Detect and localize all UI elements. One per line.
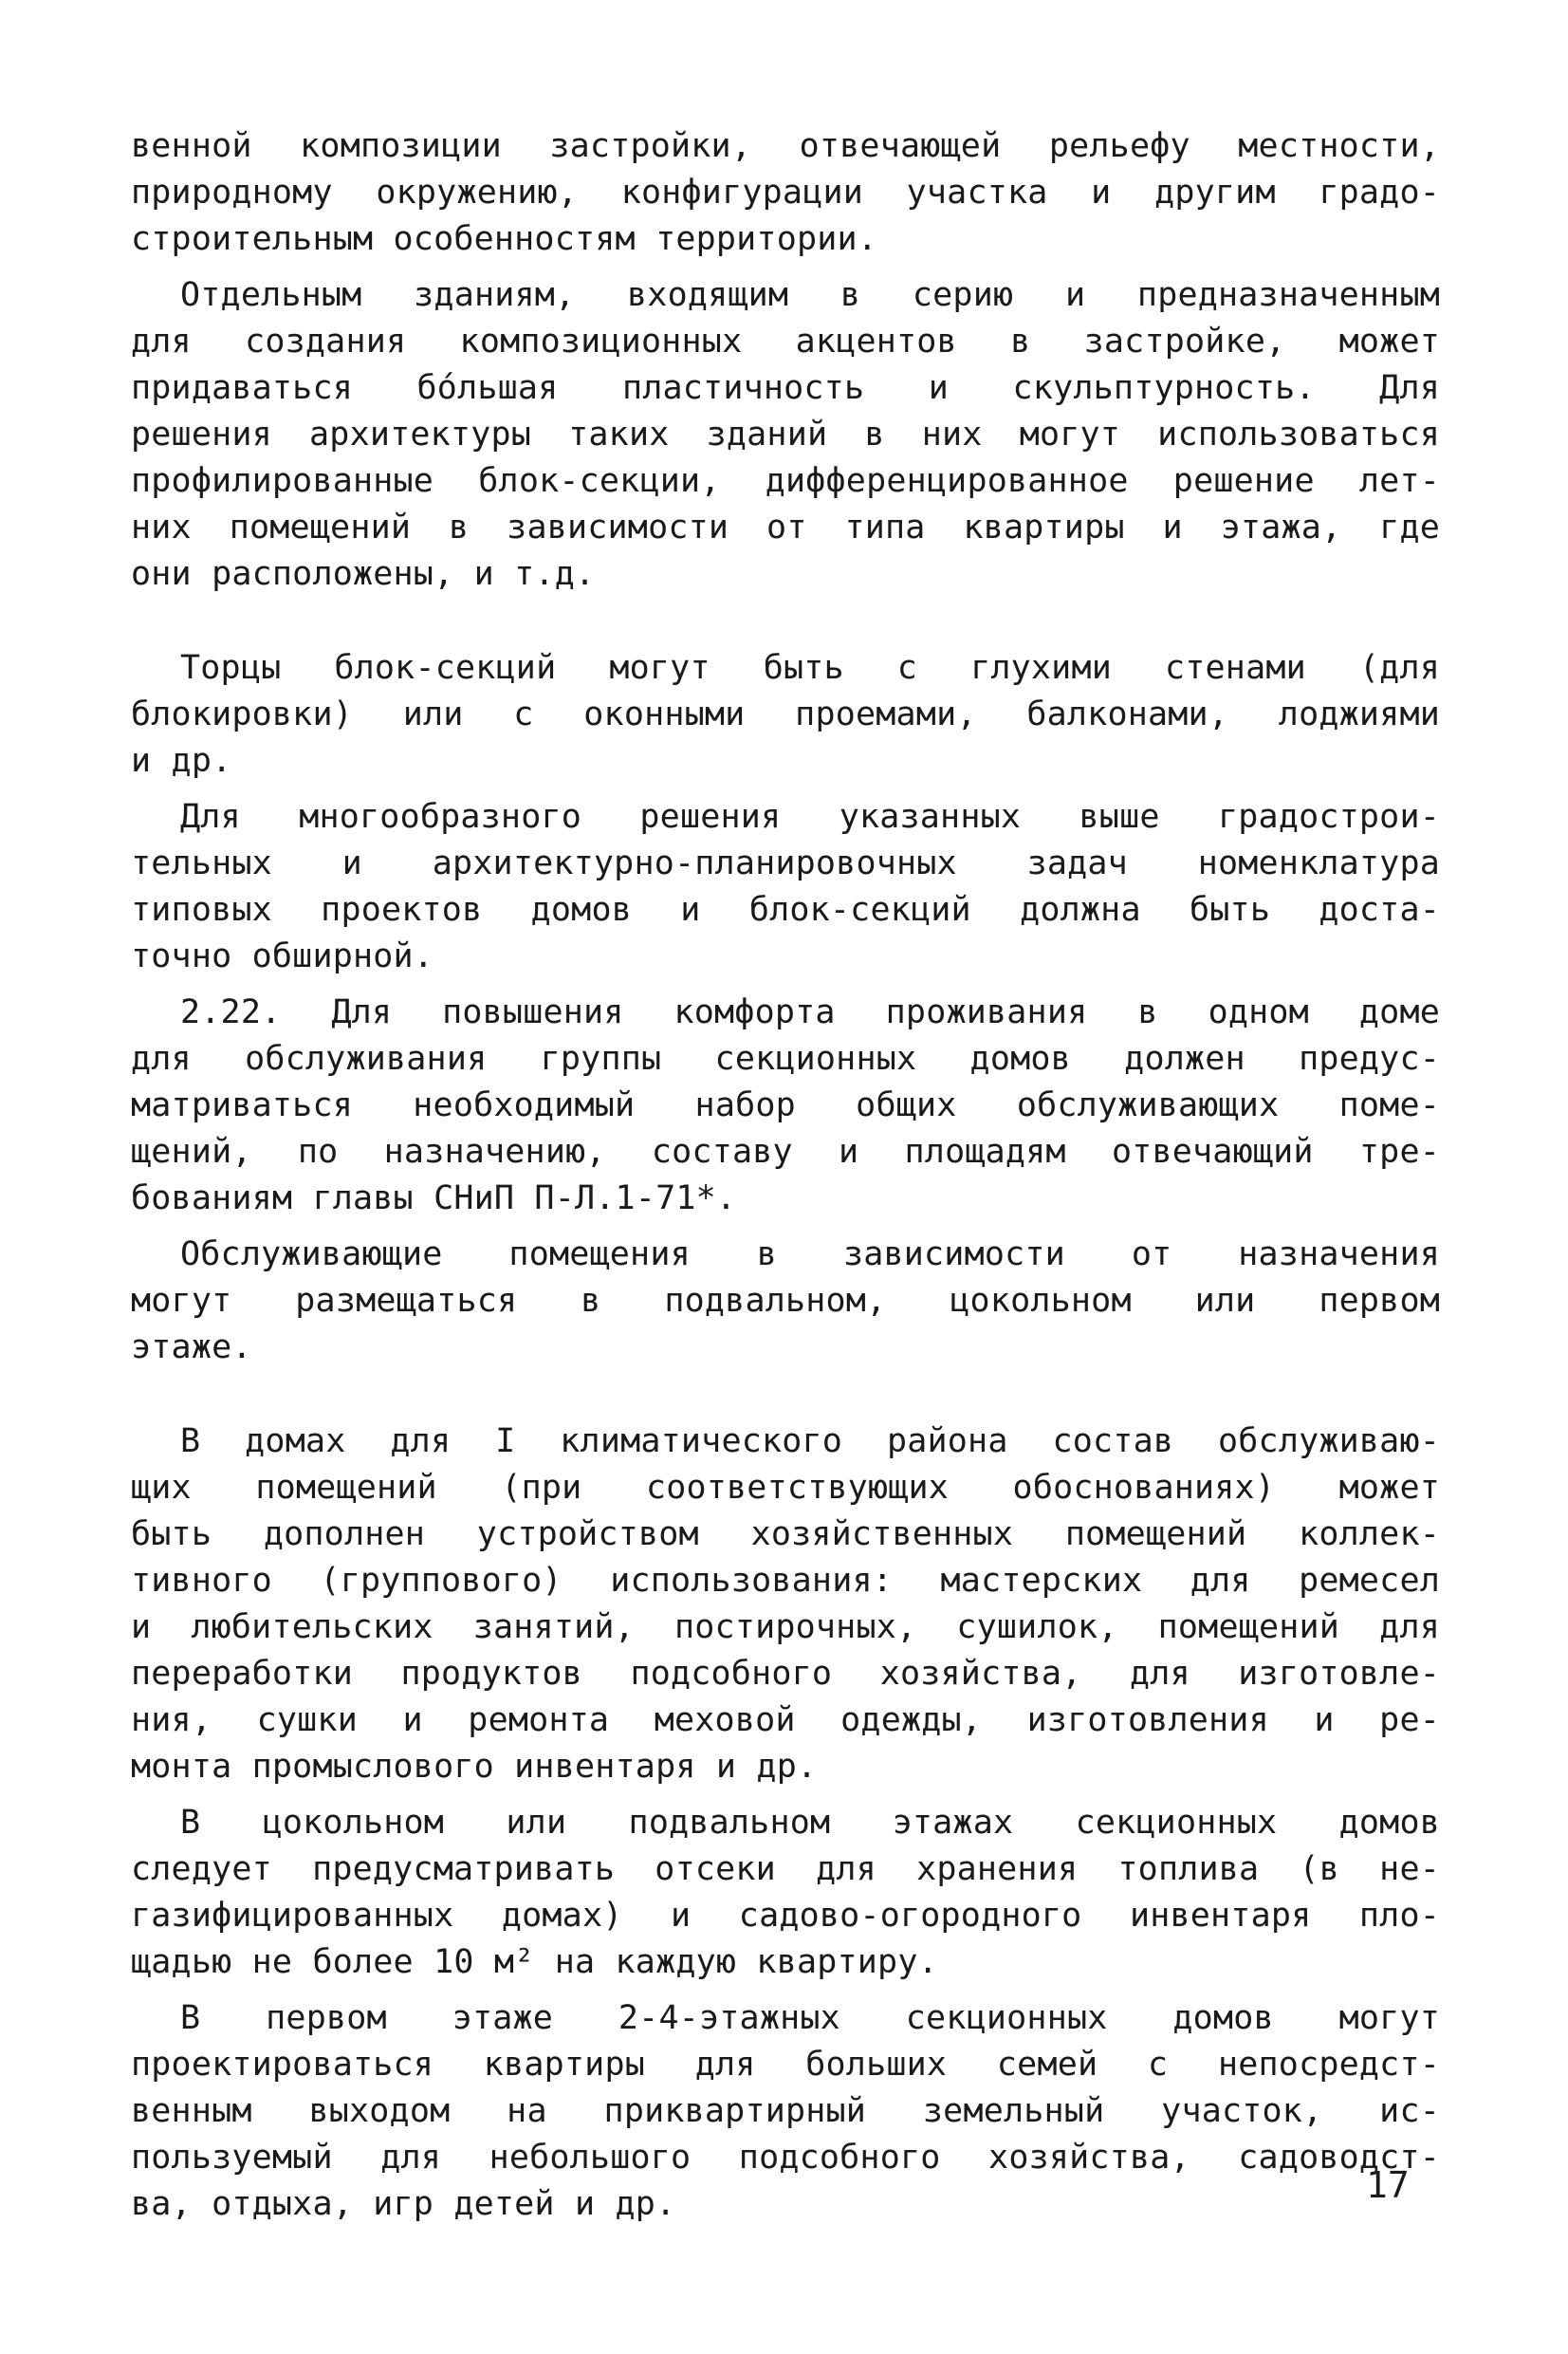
text-line: бованиям главы СНиП П-Л.1-71*. xyxy=(131,1179,737,1217)
paragraph xyxy=(131,1995,1440,2228)
paragraph xyxy=(131,990,1440,1222)
paragraph-spacer xyxy=(131,598,1440,645)
text-line: придаваться бóльшая пластичность и скульптурность. Для xyxy=(131,369,1440,407)
text-line: строительным особенностям территории. xyxy=(131,220,878,258)
paragraph-spacer xyxy=(131,1371,1440,1418)
text-line: тивного (группового) использования: мастерских для ремесел xyxy=(131,1562,1440,1600)
text-line: Отдельным зданиям, входящим в серию и предназначенным xyxy=(180,276,1440,314)
text-line: монта промыслового инвентаря и др. xyxy=(131,1748,818,1786)
text-line: газифицированных домах) и садово-огородного инвентаря пло- xyxy=(131,1897,1440,1935)
text-line: профилированные блок-секции, дифференцированное решение лет- xyxy=(131,462,1440,500)
text-line: переработки продуктов подсобного хозяйства, для изготовле- xyxy=(131,1655,1440,1693)
text-line: В первом этаже 2-4-этажных секционных домов могут xyxy=(180,1999,1440,2037)
paragraph xyxy=(131,794,1440,980)
text-line: и др. xyxy=(131,742,232,780)
text-line: типовых проектов домов и блок-секций должна быть доста- xyxy=(131,891,1440,929)
text-line: ва, отдыха, игр детей и др. xyxy=(131,2185,676,2223)
text-line: проектироваться квартиры для больших семей с непосредст- xyxy=(131,2046,1440,2084)
text-line: следует предусматривать отсеки для хранения топлива (в не- xyxy=(131,1850,1440,1888)
paragraph-spacer xyxy=(131,1790,1440,1800)
text-line: щадью не более 10 м² на каждую квартиру. xyxy=(131,1943,938,1981)
text-line: щих помещений (при соответствующих обоснованиях) может xyxy=(131,1469,1440,1507)
paragraph xyxy=(131,123,1440,263)
text-line: венной композиции застройки, отвечающей рельефу местности, xyxy=(131,127,1440,165)
text-line: этаже. xyxy=(131,1328,252,1366)
text-line: ния, сушки и ремонта меховой одежды, изготовления и ре- xyxy=(131,1701,1440,1739)
page-body xyxy=(131,123,1440,2228)
paragraph-spacer xyxy=(131,263,1440,272)
paragraph xyxy=(131,1800,1440,1986)
text-line: В цокольном или подвальном этажах секционных домов xyxy=(180,1804,1440,1842)
text-line: решения архитектуры таких зданий в них могут использоваться xyxy=(131,416,1440,454)
page-number: 17 xyxy=(1366,2164,1410,2206)
text-line: Торцы блок-секций могут быть с глухими стенами (для xyxy=(180,649,1440,687)
text-line: для создания композиционных акцентов в застройке, может xyxy=(131,323,1440,361)
text-line: Обслуживающие помещения в зависимости от назначения xyxy=(180,1235,1440,1273)
paragraph-spacer xyxy=(131,980,1440,990)
paragraph-spacer xyxy=(131,785,1440,794)
paragraph xyxy=(131,1418,1440,1790)
text-line: 2.22. Для повышения комфорта проживания в одном доме xyxy=(180,993,1440,1031)
text-line: матриваться необходимый набор общих обслуживающих поме- xyxy=(131,1086,1440,1124)
text-line: Для многообразного решения указанных выше градострои- xyxy=(180,798,1440,836)
text-line: природному окружению, конфигурации участка и другим градо- xyxy=(131,174,1440,212)
text-line: щений, по назначению, составу и площадям отвечающий тре- xyxy=(131,1133,1440,1171)
text-line: них помещений в зависимости от типа квартиры и этажа, где xyxy=(131,509,1440,547)
text-line: блокировки) или с оконными проемами, балконами, лоджиями xyxy=(131,695,1440,733)
paragraph-spacer xyxy=(131,1222,1440,1232)
text-line: тельных и архитектурно-планировочных задач номенклатура xyxy=(131,844,1440,882)
paragraph xyxy=(131,1232,1440,1371)
paragraph-spacer xyxy=(131,1986,1440,1995)
text-line: пользуемый для небольшого подсобного хозяйства, садоводст- xyxy=(131,2139,1440,2177)
text-line: быть дополнен устройством хозяйственных помещений коллек- xyxy=(131,1515,1440,1553)
text-line: В домах для I климатического района состав обслуживаю- xyxy=(180,1422,1440,1460)
text-line: они расположены, и т.д. xyxy=(131,555,596,593)
text-line: для обслуживания группы секционных домов должен предус- xyxy=(131,1040,1440,1078)
paragraph xyxy=(131,645,1440,785)
text-line: могут размещаться в подвальном, цокольном или первом xyxy=(131,1282,1440,1320)
text-line: точно обширной. xyxy=(131,937,434,975)
text-line: и любительских занятий, постирочных, сушилок, помещений для xyxy=(131,1608,1440,1646)
text-line: венным выходом на приквартирный земельный участок, ис- xyxy=(131,2092,1440,2130)
paragraph xyxy=(131,272,1440,598)
